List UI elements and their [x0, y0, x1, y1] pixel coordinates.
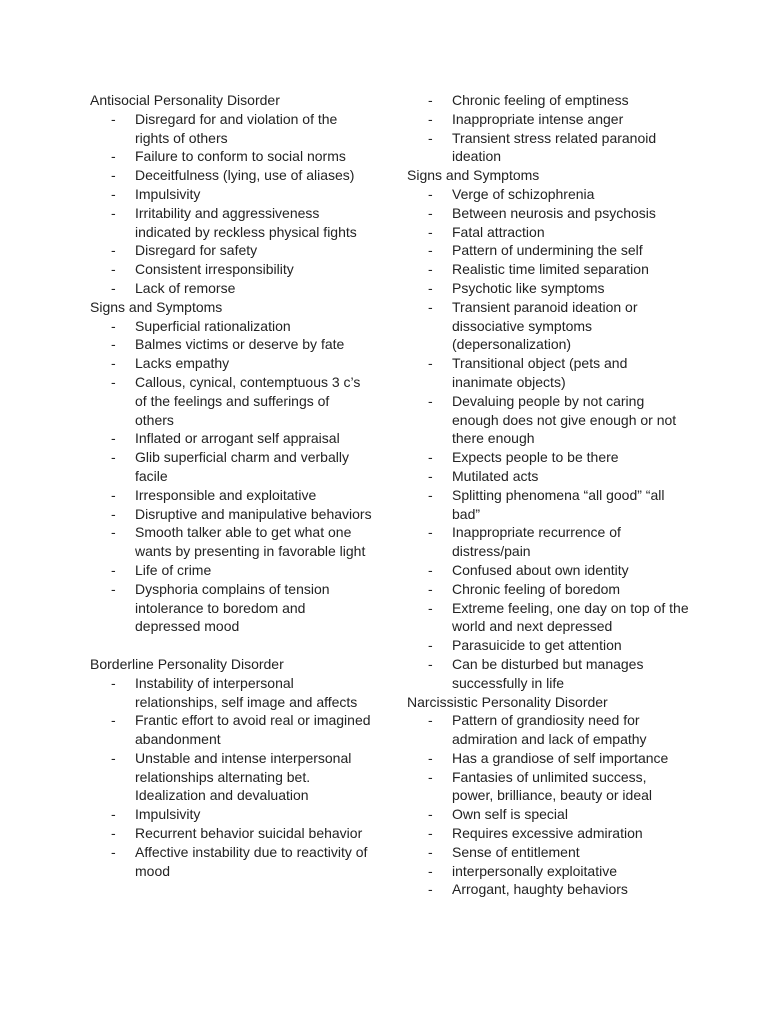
dash-bullet: - — [428, 768, 433, 785]
list-borderline-signs — [407, 185, 689, 693]
list-item: - Consistent irresponsibility — [111, 261, 294, 278]
list-item: - Pattern of grandiosity need for admiration and lack of empathy — [428, 712, 647, 748]
list-item: - Inappropriate recurrence of distress/pain — [428, 524, 621, 560]
list-item: - Affective instability due to reactivity of mood — [111, 843, 368, 879]
dash-bullet: - — [111, 279, 116, 296]
dash-bullet: - — [428, 392, 433, 409]
list-borderline-criteria — [90, 674, 372, 881]
dash-bullet: - — [111, 449, 116, 466]
dash-bullet: - — [111, 204, 116, 221]
dash-bullet: - — [428, 749, 433, 766]
list-item: - Mutilated acts — [428, 467, 539, 484]
list-item: - Deceitfulness (lying, use of aliases) — [111, 167, 355, 184]
dash-bullet: - — [428, 561, 433, 578]
dash-bullet: - — [428, 843, 433, 860]
list-item: - Life of crime — [111, 561, 212, 578]
dash-bullet: - — [111, 336, 116, 353]
dash-bullet: - — [428, 298, 433, 315]
list-item: - Requires excessive admiration — [428, 825, 643, 842]
dash-bullet: - — [428, 580, 433, 597]
dash-bullet: - — [111, 242, 116, 259]
dash-bullet: - — [111, 712, 116, 729]
list-antisocial-criteria — [90, 110, 372, 298]
dash-bullet: - — [428, 449, 433, 466]
list-item: - Between neurosis and psychosis — [428, 204, 656, 221]
dash-bullet: - — [428, 524, 433, 541]
list-item: - Lacks empathy — [111, 355, 230, 372]
list-antisocial-signs — [90, 317, 372, 637]
dash-bullet: - — [428, 655, 433, 672]
list-item: - Glib superficial charm and verbally facile — [111, 449, 349, 484]
list-item: - Expects people to be there — [428, 449, 619, 466]
dash-bullet: - — [111, 561, 116, 578]
blank-line — [90, 636, 372, 655]
list-item: - Impulsivity — [111, 806, 201, 823]
list-item: - Own self is special — [428, 806, 568, 823]
list-item: - Confused about own identity — [428, 561, 629, 578]
list-item: - Recurrent behavior suicidal behavior — [111, 825, 363, 842]
list-item: - Pattern of undermining the self — [428, 242, 643, 259]
right-column — [407, 91, 689, 899]
section-heading-narcissistic: Narcissistic Personality Disorder — [407, 693, 608, 710]
list-item: - Transitional object (pets and inanimate objects) — [428, 355, 628, 390]
dash-bullet: - — [111, 825, 116, 842]
list-item: - Balmes victims or deserve by fate — [111, 336, 345, 353]
dash-bullet: - — [428, 825, 433, 842]
list-item: - Fatal attraction — [428, 223, 545, 240]
list-item: - Disregard for and violation of the rights of others — [111, 110, 338, 146]
list-item: - interpersonally exploitative — [428, 862, 617, 879]
section-heading-borderline-signs: Signs and Symptoms — [407, 167, 540, 184]
dash-bullet: - — [428, 806, 433, 823]
dash-bullet: - — [428, 129, 433, 146]
list-item: - Superficial rationalization — [111, 317, 291, 334]
dash-bullet: - — [428, 467, 433, 484]
dash-bullet: - — [428, 204, 433, 221]
list-item: - Transient stress related paranoid ideation — [428, 129, 657, 165]
left-column — [90, 91, 372, 880]
list-item: - Irresponsible and exploitative — [111, 486, 317, 503]
list-item: - Inappropriate intense anger — [428, 110, 624, 127]
dash-bullet: - — [111, 843, 116, 860]
list-item: - Smooth talker able to get what one wants by presenting in favorable light — [111, 524, 366, 560]
list-narcissistic-criteria — [407, 711, 689, 899]
list-item: - Disruptive and manipulative behaviors — [111, 505, 372, 522]
dash-bullet: - — [111, 261, 116, 278]
list-item: - Disregard for safety — [111, 242, 258, 259]
list-item: - Irritability and aggressiveness indicated by reckless physical fights — [111, 204, 357, 240]
list-item: - Splitting phenomena “all good” “all bad” — [428, 486, 665, 522]
dash-bullet: - — [111, 749, 116, 766]
list-item: - Has a grandiose of self importance — [428, 749, 669, 766]
list-item: - Instability of interpersonal relationships, self image and affects — [111, 674, 358, 710]
dash-bullet: - — [111, 674, 116, 691]
list-item: - Psychotic like symptoms — [428, 279, 605, 296]
list-item: - Lack of remorse — [111, 279, 236, 296]
dash-bullet: - — [111, 806, 116, 823]
dash-bullet: - — [111, 355, 116, 372]
list-item: - Impulsivity — [111, 185, 201, 202]
dash-bullet: - — [111, 373, 116, 390]
list-item: - Arrogant, haughty behaviors — [428, 881, 628, 898]
dash-bullet: - — [428, 242, 433, 259]
list-item: - Can be disturbed but manages successfully in life — [428, 655, 644, 691]
dash-bullet: - — [428, 223, 433, 240]
dash-bullet: - — [428, 881, 433, 898]
dash-bullet: - — [111, 430, 116, 447]
list-borderline-criteria-continued — [407, 91, 689, 166]
list-item: - Devaluing people by not caring enough does not give enough or not there enough — [428, 392, 677, 447]
dash-bullet: - — [428, 185, 433, 202]
section-heading-antisocial: Antisocial Personality Disorder — [90, 92, 280, 108]
dash-bullet: - — [111, 317, 116, 334]
list-item: - Chronic feeling of boredom — [428, 580, 621, 597]
dash-bullet: - — [428, 261, 433, 278]
dash-bullet: - — [428, 862, 433, 879]
dash-bullet: - — [111, 524, 116, 541]
dash-bullet: - — [111, 167, 116, 184]
dash-bullet: - — [111, 486, 116, 503]
dash-bullet: - — [428, 712, 433, 729]
dash-bullet: - — [428, 355, 433, 372]
list-item: - Extreme feeling, one day on top of the world and next depressed — [428, 599, 689, 635]
dash-bullet: - — [111, 185, 116, 202]
dash-bullet: - — [428, 110, 433, 127]
section-heading-antisocial-signs: Signs and Symptoms — [90, 298, 223, 315]
list-item: - Chronic feeling of emptiness — [428, 92, 629, 108]
dash-bullet: - — [428, 599, 433, 616]
section-heading-borderline: Borderline Personality Disorder — [90, 655, 284, 672]
list-item: - Callous, cynical, contemptuous 3 c’s of the feelings and sufferings of others — [111, 373, 361, 428]
list-item: - Transient paranoid ideation or dissociative symptoms (depersonalization) — [428, 298, 638, 353]
dash-bullet: - — [111, 148, 116, 165]
list-item: - Inflated or arrogant self appraisal — [111, 430, 340, 447]
dash-bullet: - — [428, 637, 433, 654]
dash-bullet: - — [111, 505, 116, 522]
list-item: - Sense of entitlement — [428, 843, 580, 860]
list-item: - Unstable and intense interpersonal relationships alternating bet. Idealization and devaluation — [111, 749, 352, 804]
list-item: - Dysphoria complains of tension intolerance to boredom and depressed mood — [111, 580, 330, 635]
list-item: - Realistic time limited separation — [428, 261, 649, 278]
dash-bullet: - — [428, 279, 433, 296]
list-item: - Failure to conform to social norms — [111, 148, 346, 165]
list-item: - Verge of schizophrenia — [428, 185, 595, 202]
dash-bullet: - — [111, 580, 116, 597]
list-item: - Fantasies of unlimited success, power, brilliance, beauty or ideal — [428, 768, 653, 804]
dash-bullet: - — [111, 110, 116, 127]
list-item: - Frantic effort to avoid real or imagined abandonment — [111, 712, 371, 748]
dash-bullet: - — [428, 92, 433, 108]
list-item: - Parasuicide to get attention — [428, 637, 622, 654]
dash-bullet: - — [428, 486, 433, 503]
